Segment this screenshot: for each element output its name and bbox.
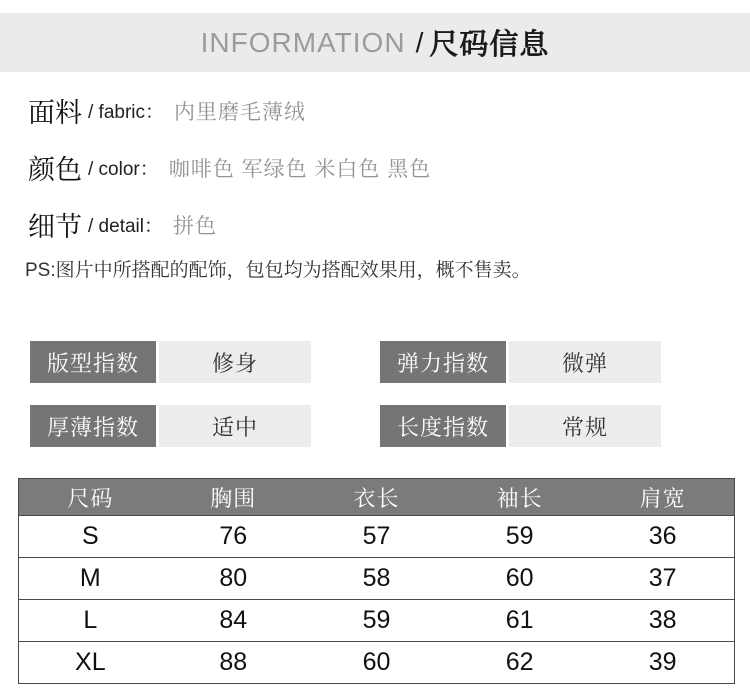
- attribute-row-fabric: [0, 82, 750, 139]
- size-table-body: [19, 516, 735, 684]
- color-value: 咖啡色 军绿色 米白色 黑色: [168, 157, 432, 181]
- color-label-en: / color：: [88, 159, 159, 180]
- detail-value: 拼色: [172, 214, 217, 238]
- cell-size: M: [19, 558, 162, 600]
- col-header-bust: 胸围: [162, 479, 305, 516]
- cell-sleeve: 60: [448, 558, 591, 600]
- index-item-thickness: [30, 405, 311, 447]
- cell-shoulder: 39: [591, 642, 734, 684]
- size-table-header: [19, 479, 735, 516]
- section-banner: [0, 13, 750, 72]
- cell-size: S: [19, 516, 162, 558]
- cell-bust: 84: [162, 600, 305, 642]
- elasticity-index-label: 弹力指数: [380, 341, 506, 383]
- table-row: [19, 600, 735, 642]
- col-header-shoulder: 肩宽: [591, 479, 734, 516]
- index-item-elasticity: [380, 341, 661, 383]
- ps-note: PS:图片中所搭配的配饰，包包均为搭配效果用，概不售卖。: [25, 260, 531, 281]
- detail-label-en: / detail：: [88, 216, 163, 237]
- table-row: [19, 642, 735, 684]
- cell-length: 57: [305, 516, 448, 558]
- color-label-cn: 颜色: [28, 155, 82, 185]
- fabric-label-en: / fabric：: [88, 102, 165, 123]
- cell-length: 59: [305, 600, 448, 642]
- cell-sleeve: 62: [448, 642, 591, 684]
- cell-bust: 76: [162, 516, 305, 558]
- fit-index-label: 版型指数: [30, 341, 156, 383]
- cell-size: L: [19, 600, 162, 642]
- cell-sleeve: 59: [448, 516, 591, 558]
- cell-bust: 80: [162, 558, 305, 600]
- cell-shoulder: 36: [591, 516, 734, 558]
- table-row: [19, 558, 735, 600]
- banner-title-cn: 尺码信息: [429, 29, 550, 61]
- cell-shoulder: 37: [591, 558, 734, 600]
- banner-separator: /: [415, 26, 424, 58]
- index-grid: [30, 341, 750, 447]
- thickness-index-value: 适中: [159, 405, 311, 447]
- banner-title-en: INFORMATION: [200, 26, 406, 58]
- cell-sleeve: 61: [448, 600, 591, 642]
- table-row: [19, 516, 735, 558]
- cell-bust: 88: [162, 642, 305, 684]
- attribute-list: [0, 82, 750, 253]
- attribute-row-color: [0, 139, 750, 196]
- detail-label-cn: 细节: [28, 212, 82, 242]
- attribute-row-detail: [0, 196, 750, 253]
- cell-length: 58: [305, 558, 448, 600]
- cell-size: XL: [19, 642, 162, 684]
- fabric-value: 内里磨毛薄绒: [174, 100, 307, 124]
- cell-shoulder: 38: [591, 600, 734, 642]
- index-item-length: [380, 405, 661, 447]
- col-header-sleeve: 袖长: [448, 479, 591, 516]
- length-index-value: 常规: [509, 405, 661, 447]
- thickness-index-label: 厚薄指数: [30, 405, 156, 447]
- index-item-fit: [30, 341, 311, 383]
- col-header-size: 尺码: [19, 479, 162, 516]
- elasticity-index-value: 微弹: [509, 341, 661, 383]
- fabric-label-cn: 面料: [28, 98, 82, 128]
- length-index-label: 长度指数: [380, 405, 506, 447]
- size-table: [18, 478, 735, 684]
- col-header-length: 衣长: [305, 479, 448, 516]
- fit-index-value: 修身: [159, 341, 311, 383]
- size-table-header-row: [19, 479, 735, 516]
- cell-length: 60: [305, 642, 448, 684]
